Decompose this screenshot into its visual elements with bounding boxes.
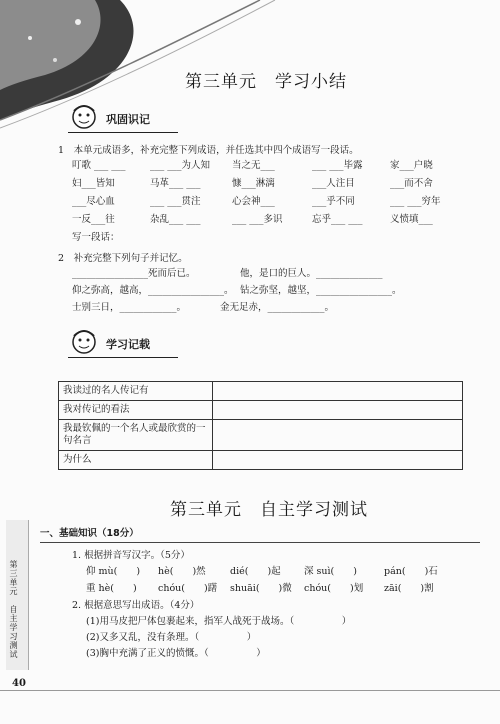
q2-prompt: 2 补充完整下列句子并记忆。: [58, 253, 188, 264]
answer-cell[interactable]: [213, 420, 463, 451]
divider: [68, 357, 178, 358]
answer-cell[interactable]: [213, 401, 463, 420]
row-label: 我对传记的看法: [59, 401, 213, 420]
row-label: 为什么: [59, 451, 213, 470]
sentence-3a: 士别三日，____________。: [72, 302, 187, 313]
row-label: 我最钦佩的一个名人或最欣赏的一句名言: [59, 420, 213, 451]
test-title: 第三单元 自主学习测试: [170, 500, 368, 520]
part-1-heading: 一、基础知识（18分）: [40, 528, 139, 539]
sentence-3b: 金无足赤，____________。: [220, 302, 335, 313]
answer-cell[interactable]: [213, 382, 463, 401]
sentence-2a: 仰之弥高，越高，________________。: [72, 285, 234, 296]
sentence-1b: 他，是口的巨人。______________: [240, 268, 383, 279]
mascot-icon: [68, 328, 100, 358]
table-row: [59, 382, 463, 401]
test-q1: 1. 根据拼音写汉字。（5分）: [72, 550, 190, 561]
footer-line: [0, 690, 500, 691]
table-row: [59, 401, 463, 420]
test-q2: 2. 根据意思写出成语。（4分）: [72, 600, 200, 611]
badge-label: 学习记载: [106, 338, 150, 351]
sentence-2b: 钻之弥坚，越坚，________________。: [240, 285, 402, 296]
answer-cell[interactable]: [213, 451, 463, 470]
write-paragraph-label: 写一段话：: [72, 232, 120, 243]
table-row: [59, 451, 463, 470]
q2-item: (3)胸中充满了正义的愤慨。（ ）: [86, 648, 266, 659]
divider: [68, 132, 178, 133]
sentence-1a: ________________死而后已。: [72, 268, 196, 279]
q2-item: (2)又多又乱，没有条理。（ ）: [86, 632, 257, 643]
table-row: [59, 420, 463, 451]
row-label: 我读过的名人传记有: [59, 382, 213, 401]
side-label: 第三单元 自主学习测试: [9, 560, 18, 659]
page-number: 40: [12, 678, 26, 689]
summary-title: 第三单元 学习小结: [185, 72, 347, 92]
q1-prompt: 1 本单元成语多，补充完整下列成语，并任选其中四个成语写一段话。: [58, 145, 359, 156]
divider: [40, 542, 480, 543]
learning-record-table: [58, 381, 463, 470]
q2-item: (1)用马皮把尸体包裹起来，指军人战死于战场。（ ）: [86, 616, 352, 627]
badge-label: 巩固识记: [106, 113, 150, 126]
mascot-icon: [68, 103, 100, 133]
